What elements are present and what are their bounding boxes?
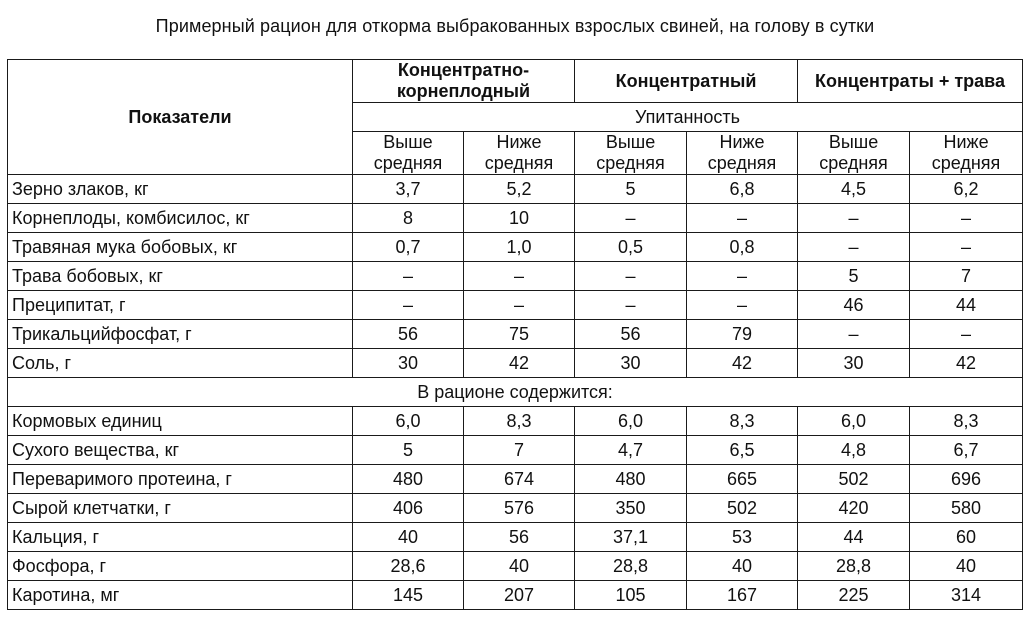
table-row — [8, 175, 1023, 204]
section-label: В рационе содержится: — [8, 378, 1023, 407]
table-row — [8, 320, 1023, 349]
table-cell: – — [910, 204, 1023, 233]
row-label: Преципитат, г — [8, 291, 353, 320]
table-cell: – — [575, 262, 687, 291]
table-row — [8, 204, 1023, 233]
table-cell: 75 — [464, 320, 575, 349]
table-cell: 420 — [798, 494, 910, 523]
table-cell: 502 — [798, 465, 910, 494]
table-cell: 7 — [910, 262, 1023, 291]
group-header-concentrate: Концентратный — [575, 60, 798, 103]
table-cell: 167 — [687, 581, 798, 610]
table-cell: 42 — [464, 349, 575, 378]
table-cell: – — [687, 204, 798, 233]
table-cell: 5,2 — [464, 175, 575, 204]
table-cell: 6,5 — [687, 436, 798, 465]
table-cell: 28,8 — [798, 552, 910, 581]
table-cell: 0,7 — [353, 233, 464, 262]
table-cell: 1,0 — [464, 233, 575, 262]
row-label: Кормовых единиц — [8, 407, 353, 436]
table-cell: 40 — [464, 552, 575, 581]
condition-header: Ниже средняя — [464, 132, 575, 175]
table-cell: 7 — [464, 436, 575, 465]
table-cell: 44 — [910, 291, 1023, 320]
row-label: Соль, г — [8, 349, 353, 378]
table-cell: – — [910, 320, 1023, 349]
table-body — [8, 60, 1023, 610]
table-cell: 6,8 — [687, 175, 798, 204]
table-cell: 37,1 — [575, 523, 687, 552]
table-row — [8, 349, 1023, 378]
table-cell: 480 — [575, 465, 687, 494]
table-cell: 4,5 — [798, 175, 910, 204]
row-label: Фосфора, г — [8, 552, 353, 581]
table-cell: 105 — [575, 581, 687, 610]
table-cell: – — [464, 291, 575, 320]
table-cell: 4,8 — [798, 436, 910, 465]
table-row — [8, 465, 1023, 494]
table-cell: – — [687, 291, 798, 320]
fatness-header: Упитанность — [353, 103, 1023, 132]
table-cell: – — [798, 204, 910, 233]
table-cell: 40 — [353, 523, 464, 552]
table-cell: 145 — [353, 581, 464, 610]
table-cell: 8 — [353, 204, 464, 233]
condition-header: Выше средняя — [575, 132, 687, 175]
table-cell: 406 — [353, 494, 464, 523]
table-cell: 30 — [798, 349, 910, 378]
table-cell: 502 — [687, 494, 798, 523]
table-cell: 3,7 — [353, 175, 464, 204]
table-row — [8, 233, 1023, 262]
table-cell: 28,6 — [353, 552, 464, 581]
row-label: Переваримого протеина, г — [8, 465, 353, 494]
table-cell: 46 — [798, 291, 910, 320]
table-cell: 30 — [575, 349, 687, 378]
table-cell: 225 — [798, 581, 910, 610]
table-cell: – — [910, 233, 1023, 262]
table-cell: 696 — [910, 465, 1023, 494]
table-cell: 207 — [464, 581, 575, 610]
table-cell: 60 — [910, 523, 1023, 552]
indicator-header: Показатели — [8, 60, 353, 175]
table-cell: 314 — [910, 581, 1023, 610]
ration-table — [7, 59, 1023, 610]
table-row — [8, 523, 1023, 552]
table-cell: – — [575, 204, 687, 233]
table-cell: 6,2 — [910, 175, 1023, 204]
table-cell: – — [464, 262, 575, 291]
table-title: Примерный рацион для откорма выбракованных взрослых свиней, на голову в сутки — [155, 16, 875, 36]
table-cell: 6,0 — [353, 407, 464, 436]
condition-header: Выше средняя — [353, 132, 464, 175]
table-row — [8, 291, 1023, 320]
row-label: Травяная мука бобовых, кг — [8, 233, 353, 262]
table-cell: 56 — [575, 320, 687, 349]
table-cell: 480 — [353, 465, 464, 494]
table-cell: 8,3 — [910, 407, 1023, 436]
table-cell: – — [798, 233, 910, 262]
table-cell: 40 — [910, 552, 1023, 581]
table-cell: 8,3 — [687, 407, 798, 436]
table-cell: 674 — [464, 465, 575, 494]
row-label: Сухого вещества, кг — [8, 436, 353, 465]
condition-header: Выше средняя — [798, 132, 910, 175]
table-cell: 42 — [687, 349, 798, 378]
table-row — [8, 407, 1023, 436]
condition-header: Ниже средняя — [687, 132, 798, 175]
table-cell: 5 — [353, 436, 464, 465]
table-cell: 665 — [687, 465, 798, 494]
table-cell: 0,8 — [687, 233, 798, 262]
table-cell: 42 — [910, 349, 1023, 378]
table-cell: 79 — [687, 320, 798, 349]
table-cell: 30 — [353, 349, 464, 378]
header-row-groups — [8, 60, 1023, 103]
table-cell: 6,7 — [910, 436, 1023, 465]
table-cell: – — [353, 262, 464, 291]
condition-header: Ниже средняя — [910, 132, 1023, 175]
table-row — [8, 494, 1023, 523]
table-cell: 4,7 — [575, 436, 687, 465]
row-label: Корнеплоды, комбисилос, кг — [8, 204, 353, 233]
group-header-concentrate-root: Концентратно-корнеплодный — [353, 60, 575, 103]
table-cell: 350 — [575, 494, 687, 523]
table-cell: 5 — [798, 262, 910, 291]
row-label: Кальция, г — [8, 523, 353, 552]
row-label: Зерно злаков, кг — [8, 175, 353, 204]
table-cell: 6,0 — [798, 407, 910, 436]
table-row — [8, 581, 1023, 610]
table-row — [8, 552, 1023, 581]
table-cell: 28,8 — [575, 552, 687, 581]
table-cell: – — [687, 262, 798, 291]
row-label: Сырой клетчатки, г — [8, 494, 353, 523]
row-label: Трава бобовых, кг — [8, 262, 353, 291]
row-label: Каротина, мг — [8, 581, 353, 610]
table-cell: 56 — [353, 320, 464, 349]
table-cell: – — [353, 291, 464, 320]
table-cell: 44 — [798, 523, 910, 552]
table-cell: 10 — [464, 204, 575, 233]
table-cell: 56 — [464, 523, 575, 552]
table-cell: 5 — [575, 175, 687, 204]
table-cell: – — [798, 320, 910, 349]
group-header-concentrate-grass: Концентраты + трава — [798, 60, 1023, 103]
table-row — [8, 262, 1023, 291]
table-cell: 0,5 — [575, 233, 687, 262]
table-cell: 40 — [687, 552, 798, 581]
table-cell: 53 — [687, 523, 798, 552]
table-cell: 576 — [464, 494, 575, 523]
table-cell: 580 — [910, 494, 1023, 523]
table-cell: – — [575, 291, 687, 320]
table-cell: 6,0 — [575, 407, 687, 436]
table-cell: 8,3 — [464, 407, 575, 436]
section-row — [8, 378, 1023, 407]
row-label: Трикальцийфосфат, г — [8, 320, 353, 349]
table-row — [8, 436, 1023, 465]
